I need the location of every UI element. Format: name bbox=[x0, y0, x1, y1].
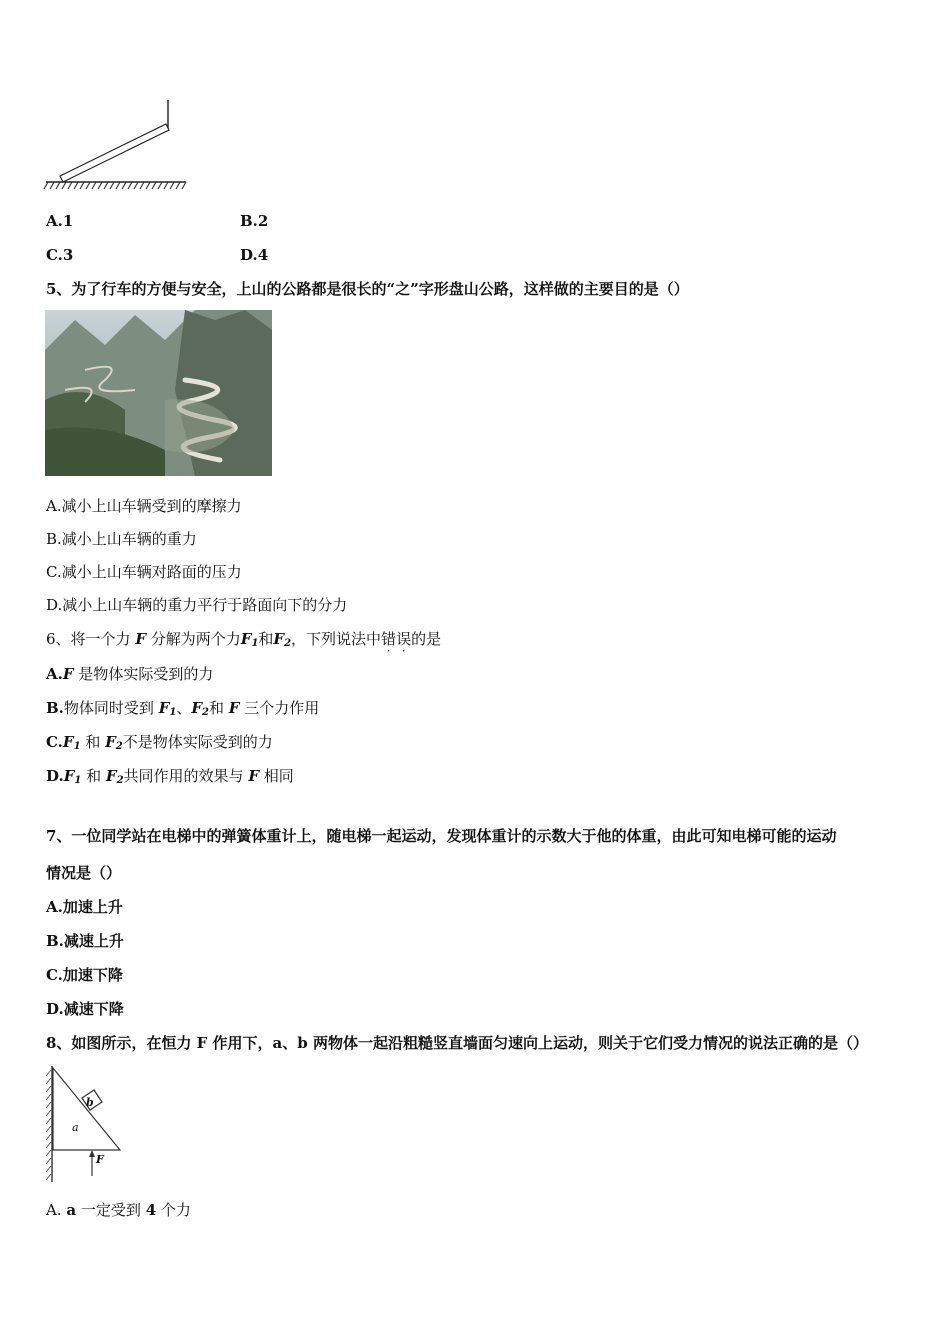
label-b: b bbox=[86, 1096, 94, 1109]
q7-option-c: C.加速下降 bbox=[46, 966, 123, 984]
q4-option-a bbox=[46, 211, 73, 231]
option-letter: D. bbox=[240, 246, 258, 264]
mountain-road-photo bbox=[45, 310, 272, 476]
q4-option-b bbox=[240, 211, 268, 231]
emphasis-char: 误 bbox=[396, 630, 412, 648]
option-text: 4 bbox=[257, 246, 269, 264]
q6-option-c: $C.F_1$ 和 $F_2$不是物体实际受到的力 bbox=[46, 733, 273, 752]
q7-option-b: B.减速上升 bbox=[46, 932, 124, 950]
option-letter: A. bbox=[46, 212, 63, 230]
q5-option-c: C.减小上山车辆对路面的压力 bbox=[46, 563, 242, 581]
q6-option-a: A.F 是物体实际受到的力 bbox=[46, 665, 214, 683]
q4-option-d bbox=[240, 245, 268, 265]
q6-stem: 6、将一个力 F 分解为两个力$F_1$和$F_2$，下列说法中错误的是 bbox=[46, 630, 442, 649]
q5-option-a: A.减小上山车辆受到的摩擦力 bbox=[46, 497, 242, 515]
q5-option-d: D.减小上山车辆的重力平行于路面向下的分力 bbox=[46, 596, 348, 614]
q4-option-c bbox=[46, 245, 73, 265]
label-F: F bbox=[96, 1153, 104, 1166]
wedge-wall-figure bbox=[42, 1064, 126, 1184]
label-a: a bbox=[72, 1121, 79, 1134]
option-text: 1 bbox=[62, 212, 74, 230]
q6-option-d: $D.F_1$ 和 $F_2$共同作用的效果与 F 相同 bbox=[46, 767, 294, 786]
emphasis-char: 错 bbox=[381, 630, 397, 648]
q7-stem-line2: 情况是（） bbox=[46, 864, 122, 882]
option-text: 2 bbox=[257, 212, 269, 230]
q8-option-a: A. a 一定受到 4 个力 bbox=[46, 1201, 191, 1219]
option-text: 3 bbox=[62, 246, 74, 264]
option-letter: C. bbox=[46, 246, 63, 264]
option-letter: B. bbox=[240, 212, 258, 230]
q6-option-b: B.物体同时受到 $F_1$、$F_2$和 F 三个力作用 bbox=[46, 699, 320, 718]
q7-stem-line1: 7、一位同学站在电梯中的弹簧体重计上，随电梯一起运动，发现体重计的示数大于他的体重，由此可知电梯可能的运动 bbox=[46, 827, 837, 845]
q7-option-d: D.减速下降 bbox=[46, 1000, 124, 1018]
rod-wall-figure bbox=[40, 96, 190, 192]
q5-option-b: B.减小上山车辆的重力 bbox=[46, 530, 197, 548]
q7-option-a: A.加速上升 bbox=[46, 898, 123, 916]
q8-stem: 8、如图所示，在恒力 F 作用下，a、b 两物体一起沿粗糙竖直墙面匀速向上运动，则关于它们受力情况的说法正确的是（） bbox=[46, 1034, 868, 1052]
q5-stem: 5、为了行车的方便与安全，上山的公路都是很长的“之”字形盘山公路，这样做的主要目的是（） bbox=[46, 280, 689, 298]
